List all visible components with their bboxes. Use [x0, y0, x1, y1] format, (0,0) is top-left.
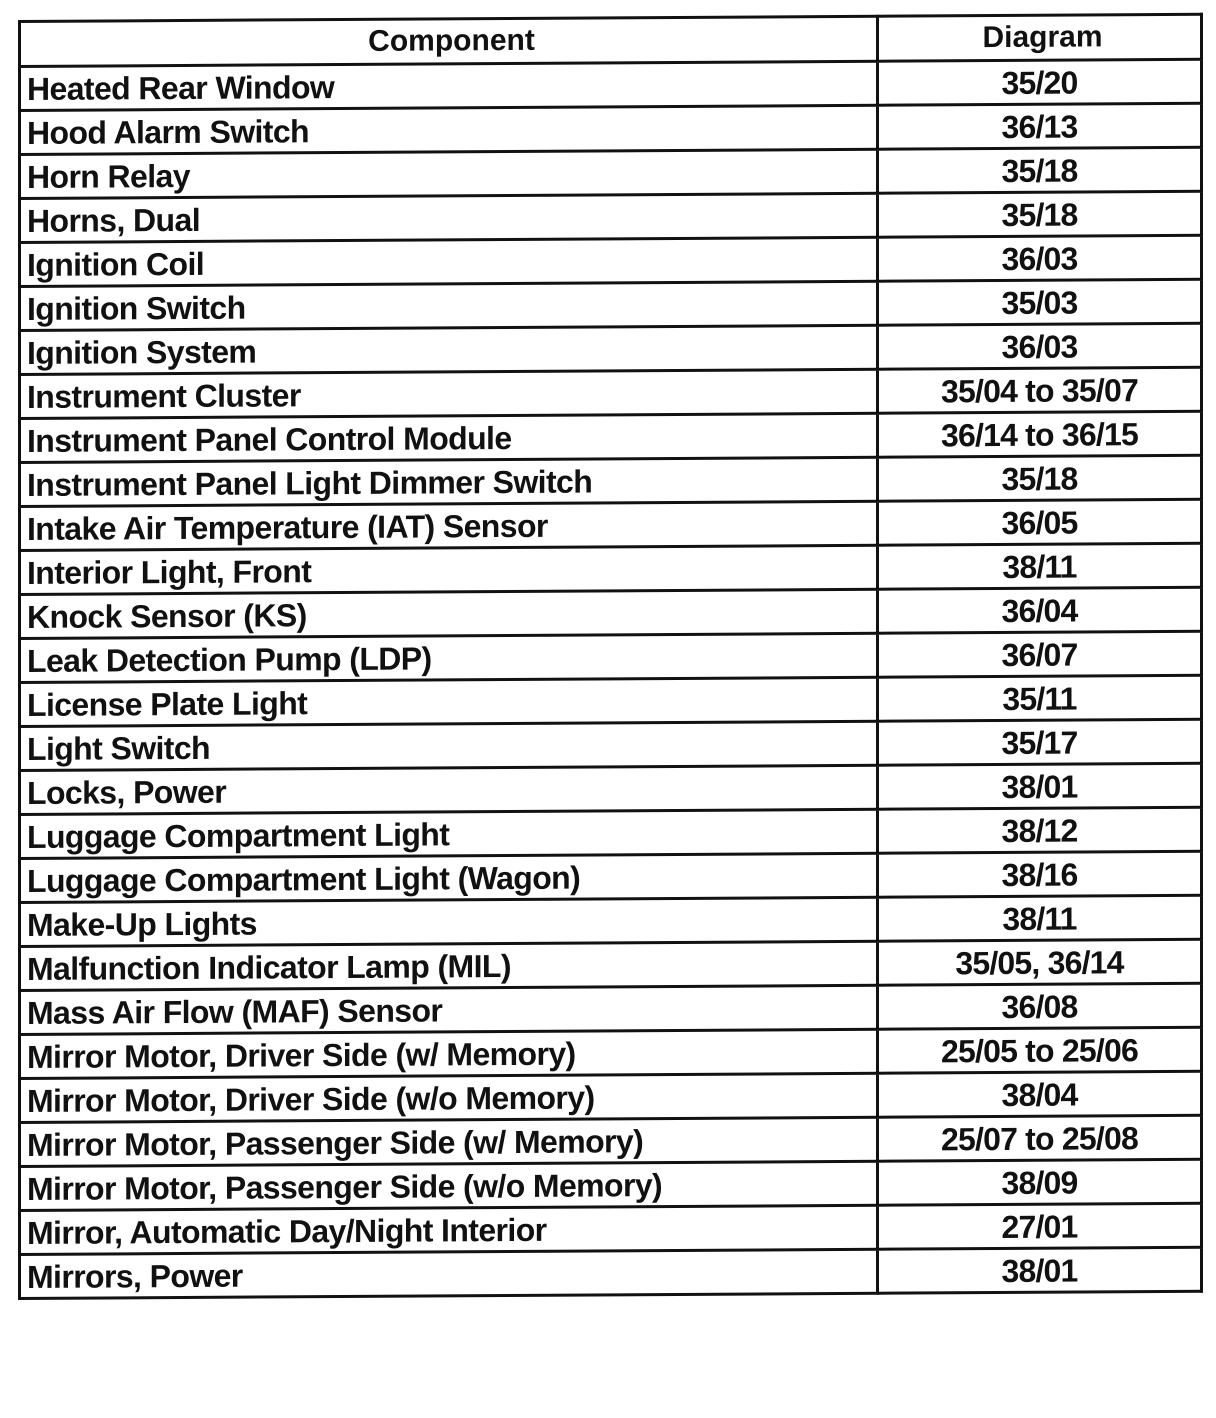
table-header [20, 14, 1202, 66]
diagram-cell: 36/07 [878, 631, 1202, 677]
diagram-cell: 35/04 to 35/07 [878, 367, 1202, 413]
component-cell: Interior Light, Front [20, 545, 878, 594]
table-row [20, 983, 1202, 1034]
diagram-cell: 25/05 to 25/06 [878, 1027, 1202, 1073]
table-row [20, 719, 1202, 770]
component-cell: Mirrors, Power [20, 1249, 878, 1298]
component-cell: Locks, Power [20, 765, 878, 814]
table-row [20, 59, 1202, 110]
diagram-cell: 36/08 [878, 983, 1202, 1029]
component-cell: Ignition Switch [20, 281, 878, 330]
table-row [20, 1027, 1202, 1078]
diagram-cell: 35/18 [878, 455, 1202, 501]
component-cell: Knock Sensor (KS) [20, 589, 878, 638]
component-cell: Horn Relay [20, 149, 878, 198]
component-cell: Instrument Cluster [20, 369, 878, 418]
diagram-cell: 35/18 [878, 147, 1202, 193]
diagram-cell: 36/03 [878, 235, 1202, 281]
table-row [20, 411, 1202, 462]
component-cell: Hood Alarm Switch [20, 105, 878, 154]
component-cell: Luggage Compartment Light (Wagon) [20, 853, 878, 902]
component-cell: Mass Air Flow (MAF) Sensor [20, 985, 878, 1034]
table-row [20, 455, 1202, 506]
diagram-cell: 35/17 [878, 719, 1202, 765]
diagram-cell: 38/16 [878, 851, 1202, 897]
diagram-cell: 35/20 [878, 59, 1202, 105]
component-cell: Mirror, Automatic Day/Night Interior [20, 1205, 878, 1254]
table-row [20, 1115, 1202, 1166]
component-cell: Light Switch [20, 721, 878, 770]
diagram-cell: 36/03 [878, 323, 1202, 369]
table-row [20, 367, 1202, 418]
table-row [20, 851, 1202, 902]
diagram-cell: 27/01 [878, 1203, 1202, 1249]
table-row [20, 1203, 1202, 1254]
table-body [20, 59, 1202, 1298]
component-cell: Mirror Motor, Driver Side (w/ Memory) [20, 1029, 878, 1078]
diagram-cell: 35/05, 36/14 [878, 939, 1202, 985]
diagram-cell: 35/11 [878, 675, 1202, 721]
diagram-cell: 25/07 to 25/08 [878, 1115, 1202, 1161]
component-cell: Instrument Panel Control Module [20, 413, 878, 462]
diagram-cell: 38/12 [878, 807, 1202, 853]
diagram-cell: 38/01 [878, 763, 1202, 809]
table-row [20, 763, 1202, 814]
header-row [20, 14, 1202, 66]
table-row [20, 279, 1202, 330]
table-row [20, 807, 1202, 858]
diagram-cell: 38/11 [878, 543, 1202, 589]
table-row [20, 939, 1202, 990]
diagram-cell: 36/14 to 36/15 [878, 411, 1202, 457]
table-row [20, 543, 1202, 594]
component-cell: Mirror Motor, Driver Side (w/o Memory) [20, 1073, 878, 1122]
diagram-cell: 36/05 [878, 499, 1202, 545]
table-row [20, 147, 1202, 198]
table-row [20, 675, 1202, 726]
component-diagram-table-wrapper [18, 20, 1200, 1300]
diagram-cell: 38/04 [878, 1071, 1202, 1117]
table-row [20, 1159, 1202, 1210]
table-row [20, 631, 1202, 682]
component-cell: Instrument Panel Light Dimmer Switch [20, 457, 878, 506]
table-row [20, 895, 1202, 946]
table-row [20, 587, 1202, 638]
component-cell: Heated Rear Window [20, 61, 878, 110]
component-cell: License Plate Light [20, 677, 878, 726]
component-cell: Intake Air Temperature (IAT) Sensor [20, 501, 878, 550]
component-cell: Malfunction Indicator Lamp (MIL) [20, 941, 878, 990]
header-component: Component [20, 16, 878, 66]
table-row [20, 499, 1202, 550]
table-row [20, 1071, 1202, 1122]
table-row [20, 191, 1202, 242]
diagram-cell: 38/01 [878, 1247, 1202, 1293]
header-diagram: Diagram [878, 14, 1202, 61]
component-cell: Leak Detection Pump (LDP) [20, 633, 878, 682]
diagram-cell: 38/11 [878, 895, 1202, 941]
component-cell: Luggage Compartment Light [20, 809, 878, 858]
component-cell: Ignition System [20, 325, 878, 374]
diagram-cell: 38/09 [878, 1159, 1202, 1205]
table-row [20, 1247, 1202, 1298]
diagram-cell: 36/04 [878, 587, 1202, 633]
component-cell: Mirror Motor, Passenger Side (w/ Memory) [20, 1117, 878, 1166]
component-cell: Mirror Motor, Passenger Side (w/o Memory) [20, 1161, 878, 1210]
table-row [20, 323, 1202, 374]
component-cell: Horns, Dual [20, 193, 878, 242]
component-cell: Make-Up Lights [20, 897, 878, 946]
diagram-cell: 35/18 [878, 191, 1202, 237]
component-diagram-table [18, 13, 1203, 1300]
component-cell: Ignition Coil [20, 237, 878, 286]
diagram-cell: 35/03 [878, 279, 1202, 325]
table-row [20, 235, 1202, 286]
table-row [20, 103, 1202, 154]
diagram-cell: 36/13 [878, 103, 1202, 149]
